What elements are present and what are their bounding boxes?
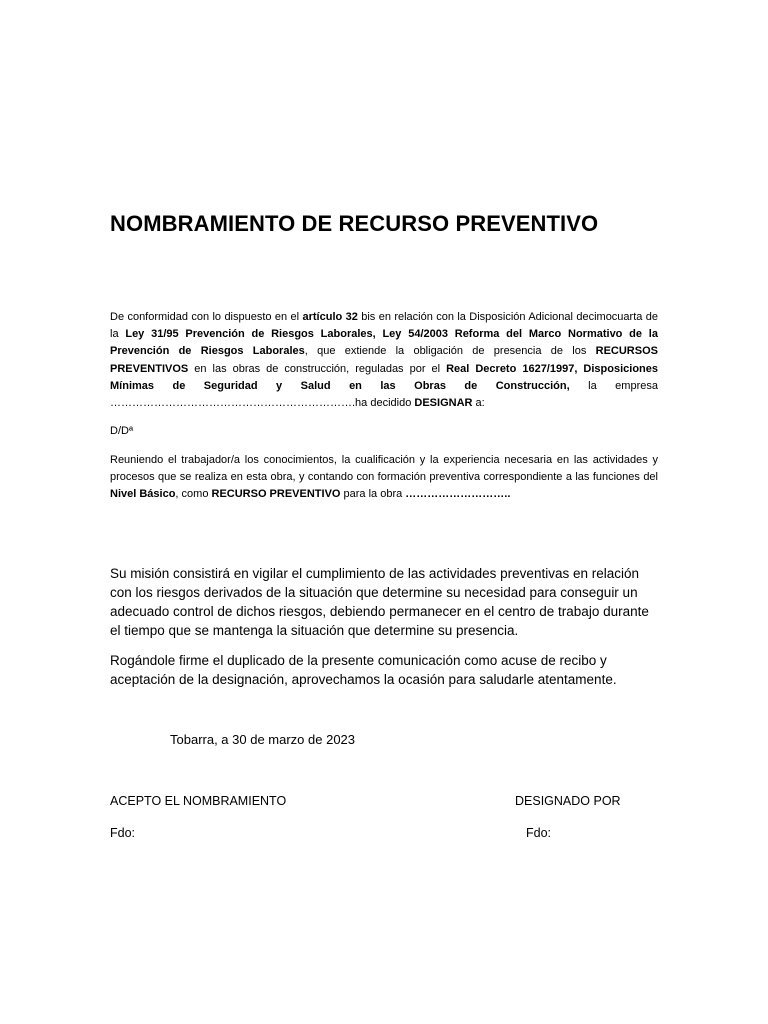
accept-label: ACEPTO EL NOMBRAMIENTO	[110, 794, 287, 808]
text-span: , que extiende la obligación de presencia de los	[304, 345, 596, 358]
text-span: la empresa ………………………………………………………….ha decidido	[110, 379, 658, 410]
bold-span: Real Decreto 1627/1997, Disposiciones Mínimas de Seguridad y Salud en las Obras de Construcción,	[110, 362, 658, 392]
bold-span: Ley 31/95 Prevención de Riesgos Laborales, Ley 54/2003 Reforma del Marco Normativo de la Prevención de Riesgos Laborales	[110, 328, 658, 358]
bold-span: ………………………..	[405, 488, 511, 501]
qualification-paragraph	[110, 452, 658, 504]
document-title: NOMBRAMIENTO DE RECURSO PREVENTIVO	[110, 211, 599, 236]
signature-left: Fdo:	[110, 826, 136, 840]
bold-span: RECURSO PREVENTIVO	[211, 488, 341, 501]
signature-right: Fdo:	[526, 826, 552, 840]
designee-line: D/Dª	[110, 425, 134, 437]
bold-span: DESIGNAR	[414, 397, 473, 410]
text-span: Reuniendo el trabajador/a los conocimientos, la cualificación y la experiencia necesaria en las actividades y procesos que se realiza en esta obra, y contando con formación preventiva correspondiente a las funciones del	[110, 454, 658, 484]
text-span: a:	[472, 397, 485, 410]
designated-by-label: DESIGNADO POR	[515, 794, 621, 808]
bold-span: RECURSOS PREVENTIVOS	[110, 345, 658, 375]
text-span: en las obras de construcción, reguladas por el	[188, 362, 447, 375]
text-span: De conformidad con lo dispuesto en el	[110, 311, 303, 323]
bold-span: artículo 32	[302, 311, 358, 323]
date-line: Tobarra, a 30 de marzo de 2023	[170, 732, 356, 747]
closing-paragraph: Rogándole firme el duplicado de la presente comunicación como acuse de recibo y aceptación de la designación, aprovechamos la ocasión para saludarle atentamente.	[110, 653, 617, 687]
legal-basis-paragraph	[110, 309, 658, 412]
text-span: para la obra	[340, 488, 406, 501]
mission-paragraph: Su misión consistirá en vigilar el cumplimiento de las actividades preventivas en relación con los riesgos derivados de la situación que determine su necesidad para conseguir un adecuado control de dichos riesgos, debiendo permanecer en el centro de trabajo durante el tiempo que se mantenga la situación que determine su presencia.	[110, 566, 649, 638]
bold-span: Nivel Básico	[110, 488, 176, 501]
text-span: bis en relación con la Disposición Adicional decimocuarta de la	[110, 311, 659, 341]
text-span: , como	[175, 488, 212, 501]
